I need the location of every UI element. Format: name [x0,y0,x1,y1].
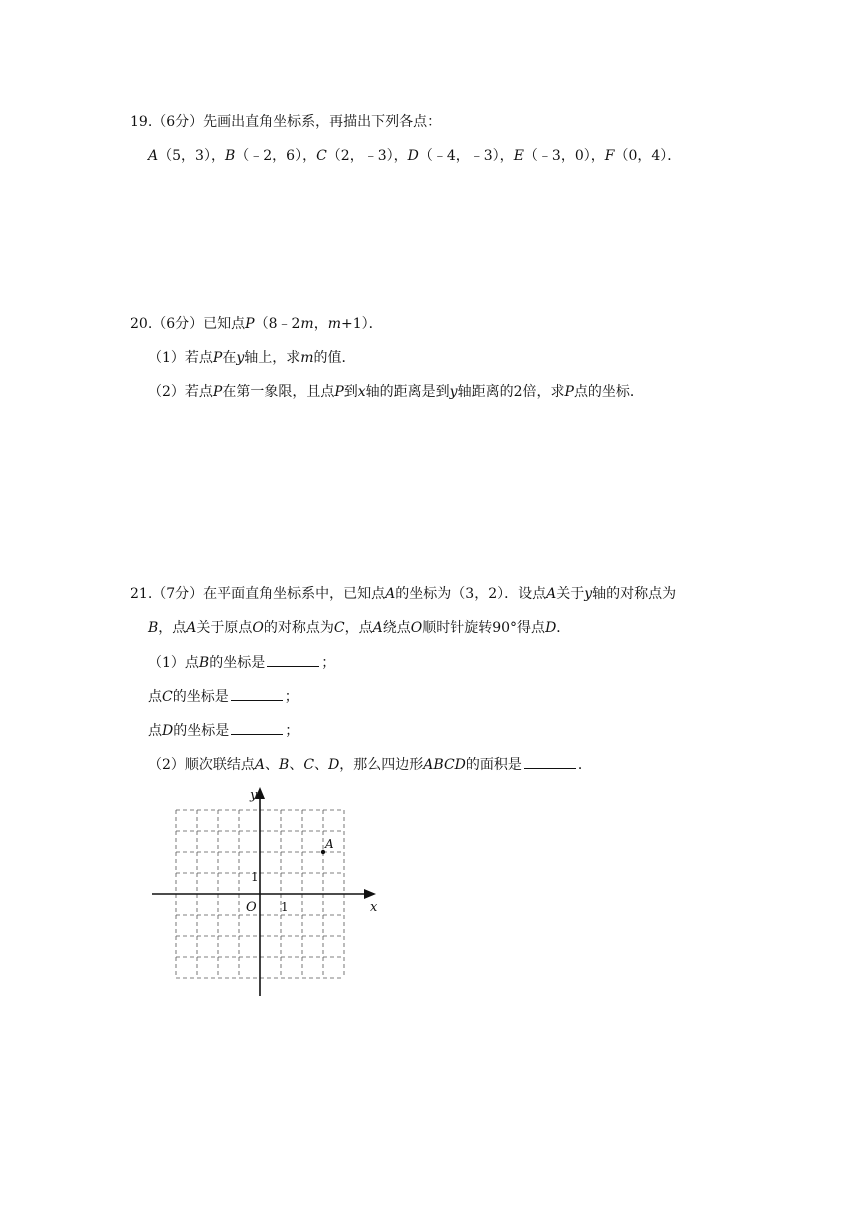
q21-line1 [130,584,676,604]
point-name: F [604,148,615,164]
text: （1）点 [148,655,199,671]
q20-header [130,314,383,334]
text: 顺时针旋转90°得点 [422,620,546,636]
point-coords: （﹣3，0）， [523,148,605,164]
text: 的坐标为（3，2）．设点 [395,586,547,602]
q20-coord: +1）． [340,316,383,332]
text: 到 [343,384,358,400]
x-tick-label: 1 [281,900,289,914]
origin-label: O [246,900,257,915]
point-coords: （0，4）． [614,148,682,164]
text: 关于 [556,586,585,602]
text: 在第一象限，且点 [222,384,335,400]
point-name: E [513,148,524,164]
y-tick-label: 1 [251,870,259,884]
var-y: y [236,350,245,366]
text: 、 [289,757,304,773]
answer-blank[interactable] [524,754,576,769]
var-d: D [545,620,557,636]
q21-line3 [148,652,335,673]
answer-blank[interactable] [231,686,283,701]
text: 、 [265,757,280,773]
text: 的对称点为 [263,620,334,636]
q21-line4 [148,686,299,707]
point-name: A [148,148,159,164]
text: ． [577,757,592,773]
text: （1）若点 [148,350,213,366]
var-y: y [584,586,593,602]
text: 轴距离的2倍，求 [457,384,565,400]
var-c: C [333,620,345,636]
text: 点 [148,689,162,705]
var-a: A [385,586,396,602]
text: 轴上，求 [244,350,301,366]
point-coords: （5，3）， [158,148,225,164]
text: ； [284,689,299,705]
var-o: O [252,620,264,636]
var-a: A [186,620,197,636]
var-p: P [245,316,255,332]
var-m: m [300,316,314,332]
text: 关于原点 [196,620,253,636]
text: 的值． [313,350,356,366]
text: 的坐标是 [173,723,230,739]
text: 绕点 [382,620,411,636]
var-a: A [254,757,266,773]
text: ，点 [158,620,187,636]
text: ； [321,655,336,671]
q21-line2 [148,618,570,638]
var-abcd: ABCD [423,757,466,773]
var-m: m [327,316,341,332]
text: 轴的对称点为 [592,586,677,602]
var-a: A [372,620,383,636]
text: 21.（7分）在平面直角坐标系中，已知点 [130,586,386,602]
text: 点 [148,723,162,739]
var-b: B [148,620,159,636]
text: （2）若点 [148,384,213,400]
text: （2）顺次联结点 [148,757,255,773]
var-o: O [410,620,423,636]
var-c: C [303,757,315,773]
var-p: P [564,384,574,400]
q20-sub1 [148,348,356,368]
point-name: D [407,148,419,164]
q19-header-text: 19.（6分）先画出直角坐标系，再描出下列各点： [130,114,442,130]
text: ． [556,620,571,636]
text: ； [285,723,300,739]
point-name: C [316,148,327,164]
text: ，点 [344,620,373,636]
text: 、 [314,757,329,773]
q19-points [148,146,681,166]
x-axis-arrow-icon [364,889,376,899]
q21-line5 [148,720,299,741]
var-x: x [357,384,366,400]
point-coords: （﹣4，﹣3）， [418,148,514,164]
text: 轴的距离是到 [365,384,450,400]
var-b: B [279,757,290,773]
var-c: C [162,689,173,705]
point-name: B [224,148,236,164]
q20-prefix: 20.（6分）已知点 [130,316,246,332]
var-y: y [449,384,458,400]
var-p: P [212,350,223,366]
q20-comma: ， [313,316,328,332]
text: ，那么四边形 [339,757,424,773]
x-axis-label: x [370,900,378,915]
var-a: A [546,586,557,602]
var-b: B [198,655,210,671]
var-p: P [334,384,344,400]
answer-blank[interactable] [231,720,283,735]
var-d: D [328,757,340,773]
q20-sub2 [148,382,644,402]
var-p: P [212,384,223,400]
text: 的面积是 [465,757,522,773]
point-coords: （﹣2，6）， [235,148,317,164]
q20-coord: （8﹣2 [254,316,301,332]
text: 的坐标是 [172,689,229,705]
q19-header [130,112,441,132]
q21-line6 [148,754,592,775]
answer-blank[interactable] [267,652,319,667]
point-a-label: A [325,837,334,851]
y-axis-label: y [250,788,258,803]
coordinate-grid [150,782,390,1002]
point-coords: （2，﹣3）， [326,148,408,164]
text: 点的坐标． [573,384,644,400]
text: 的坐标是 [209,655,266,671]
var-d: D [162,723,174,739]
var-m: m [300,350,314,366]
text: 在 [222,350,237,366]
